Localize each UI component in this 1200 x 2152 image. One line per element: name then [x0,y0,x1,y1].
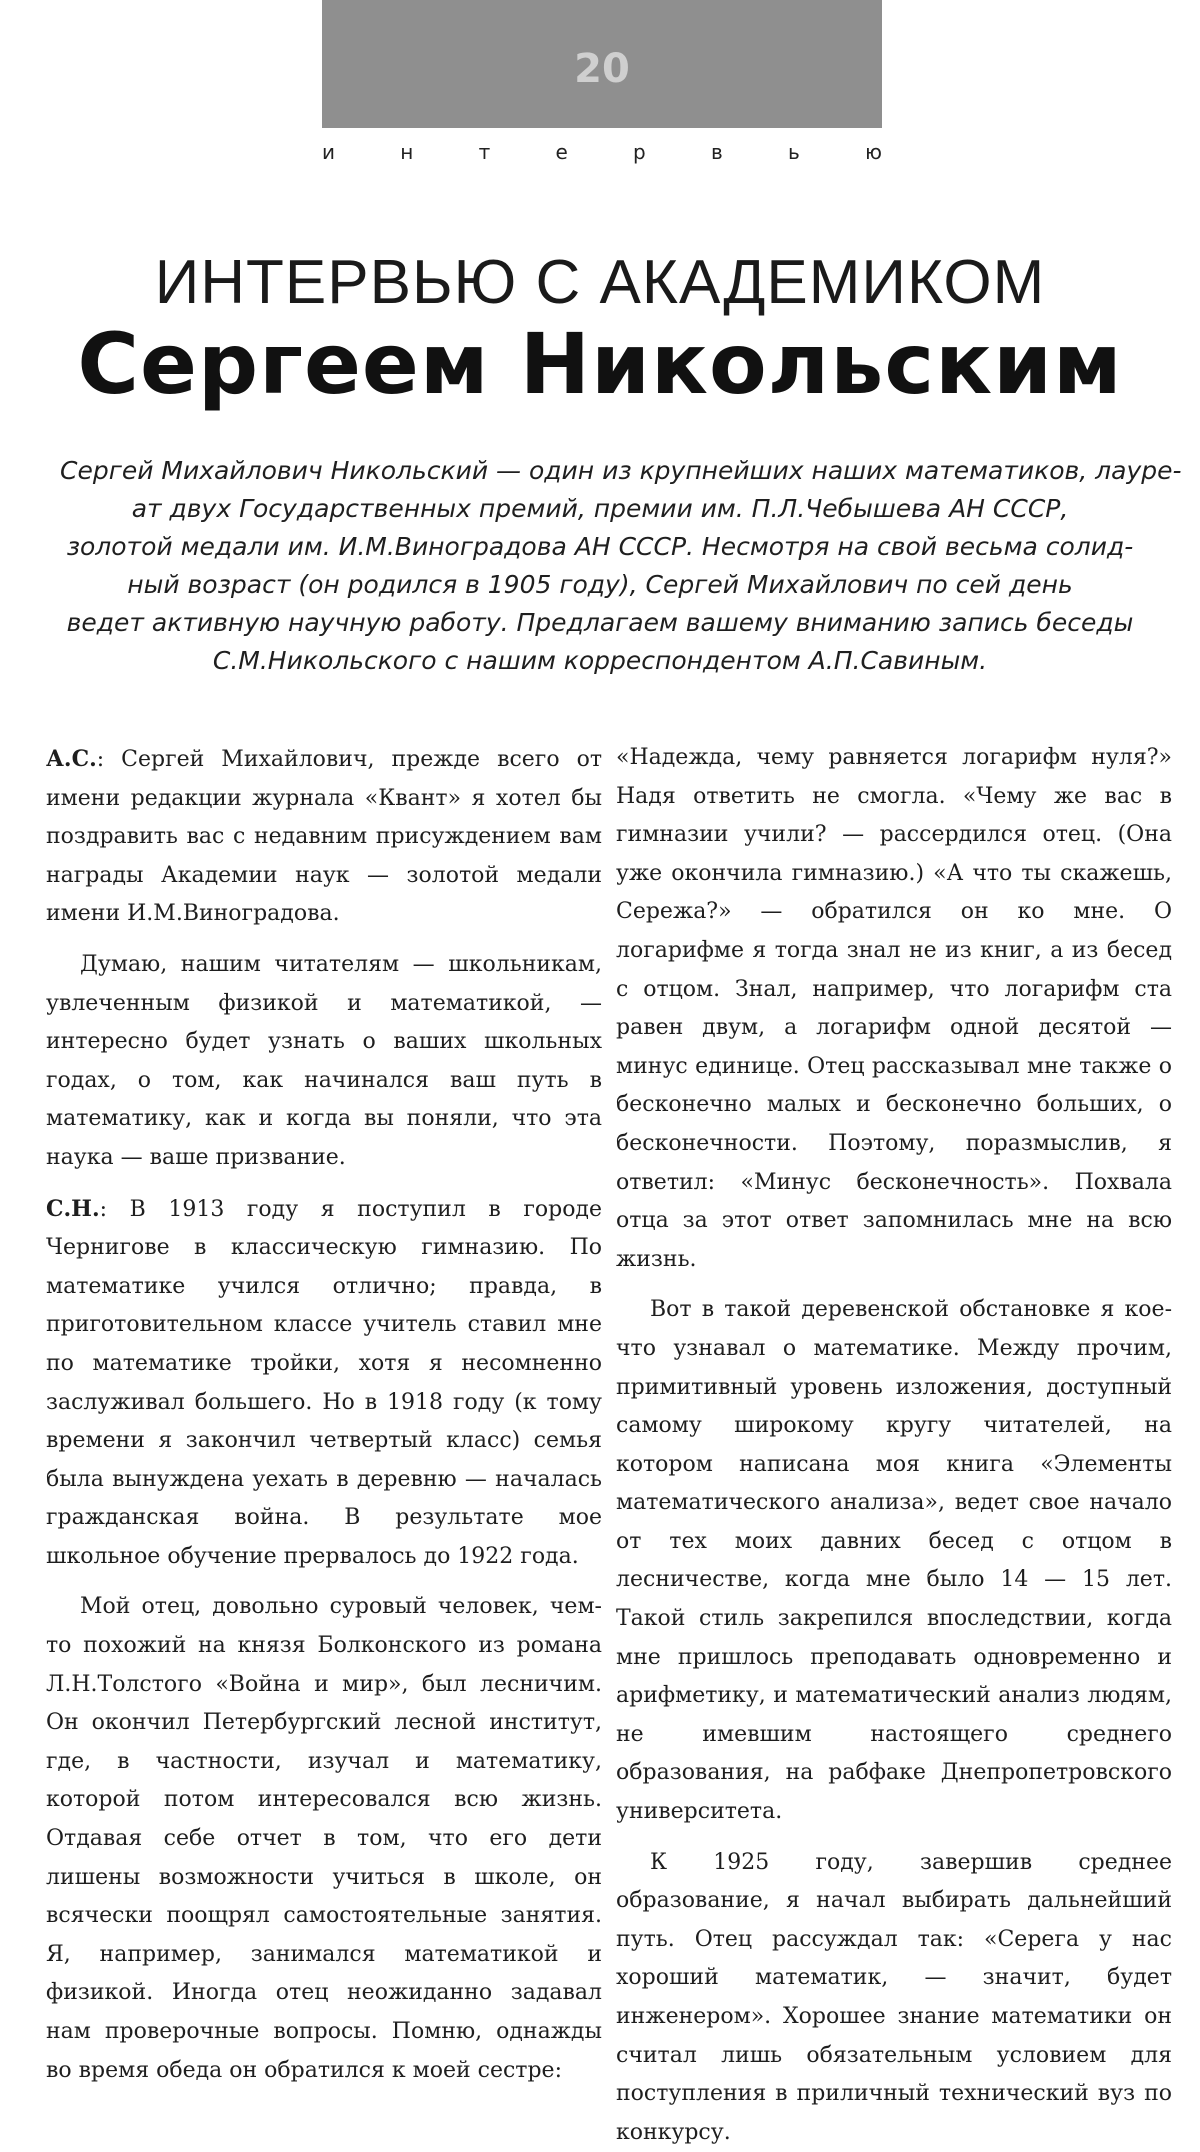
paragraph-text: «Надежда, чему равняется логарифм нуля?» Надя ответить не смогла. «Чему же вас в гимназии учили? — рассердился отец. (Она уже окончила гимназию.) «А что ты скажешь, Сережа?» — обратился он ко мне. О логарифме я тогда знал не из книг, а из бесед с отцом. Знал, например, что логарифм ста равен двум, а логарифм одной десятой — минус единице. Отец рассказывал мне также о бесконечно малых и бесконечно больших, о бесконечности. Поэтому, поразмыслив, я ответил: «Минус бесконечность». Похвала отца за этот ответ запомнилась мне на всю жизнь. [616,745,1172,1272]
paragraph-text: Думаю, нашим читателям — школьникам, увлеченным физикой и математикой, — интересно будет узнать о ваших школьных годах, о том, как начинался ваш путь в математику, как и когда вы поняли, что эта наука — ваше призвание. [46,951,602,1170]
article-title-line2: Сергеем Никольским [77,315,1123,413]
section-label [322,140,882,164]
paragraph [46,740,602,934]
speaker-label: С.Н. [46,1195,100,1222]
section-letter: н [400,140,414,164]
section-letter: т [478,140,491,164]
left-column [46,740,602,2090]
lead-line: ный возраст (он родился в 1905 году), Сергей Михайлович по сей день [127,570,1073,599]
section-letter: р [633,140,646,164]
paragraph [616,1291,1172,1831]
paragraph [46,1588,602,2090]
article-title-line1: ИНТЕРВЬЮ С АКАДЕМИКОМ [154,248,1046,317]
section-letter: в [711,140,723,164]
paragraph [46,1190,602,1577]
paragraph [46,946,602,1178]
lead-line: золотой медали им. И.М.Виноградова АН СССР. Несмотря на свой весьма солид- [66,532,1134,561]
paragraph [616,1844,1172,2152]
paragraph-text: Мой отец, довольно суровый человек, чем-то похожий на князя Болконского из романа Л.Н.Толстого «Война и мир», был лесничим. Он окончил Петербургский лесной институт, где, в частности, изучал и математику, которой потом интересовался всю жизнь. Отдавая себе отчет в том, что его дети лишены возможности учиться в школе, он всячески поощрял самостоятельные занятия. Я, например, занимался математикой и физикой. Иногда отец неожиданно задавал нам проверочные вопросы. Помню, однажды во время обеда он обратился к моей сестре: [46,1594,602,2083]
lead-line: С.М.Никольского с нашим корреспондентом А.П.Савиным. [212,646,988,675]
right-column [616,739,1172,2152]
paragraph-text: : Сергей Михайлович, прежде всего от имени редакции журнала «Квант» я хотел бы поздравить вас с недавним присуждением вам награды Академии наук — золотой медали имени И.М.Виноградова. [46,747,602,927]
article-lead [60,452,1182,680]
paragraph [616,739,1172,1279]
section-letter: ь [788,140,800,164]
speaker-label: А.С. [46,746,97,772]
paragraph-text: : В 1913 году я поступил в городе Чернигове в классическую гимназию. По математике учился отлично; правда, в приготовительном классе учитель ставил мне по математике тройки, хотя я несомненно заслуживал большего. Но в 1918 году (к тому времени я закончил четвертый класс) семья была вынуждена уехать в деревню — началась гражданская война. В результате мое школьное обучение прервалось до 1922 года. [46,1196,602,1569]
section-letter: е [555,140,568,164]
section-letter: ю [865,140,882,164]
section-letter: и [322,140,335,164]
page-number: 20 [574,46,630,92]
paragraph-text: К 1925 году, завершив среднее образование, я начал выбирать дальнейший путь. Отец рассуждал так: «Серега у нас хороший математик, — значит, будет инженером». Хорошее знание математики он считал лишь обязательным условием для поступления в приличный технический вуз по конкурсу. [616,1849,1172,2145]
page-number-banner [322,0,882,128]
lead-line: Сергей Михайлович Никольский — один из крупнейших наших математиков, лауре- [60,456,1182,485]
lead-line: ат двух Государственных премий, премии им. П.Л.Чебышева АН СССР, [131,494,1069,523]
lead-line: ведет активную научную работу. Предлагаем вашему вниманию запись беседы [66,608,1134,637]
paragraph-text: Вот в такой деревенской обстановке я кое-что узнавал о математике. Между прочим, примитивный уровень изложения, доступный самому широкому кругу читателей, на котором написана моя книга «Элементы математического анализа», ведет свое начало от тех моих давних бесед с отцом в лесничестве, когда мне было 14 — 15 лет. Такой стиль закрепился впоследствии, когда мне пришлось преподавать одновременно и арифметику, и математический анализ людям, не имевшим настоящего среднего образования, на рабфаке Днепропетровского университета. [616,1297,1172,1825]
